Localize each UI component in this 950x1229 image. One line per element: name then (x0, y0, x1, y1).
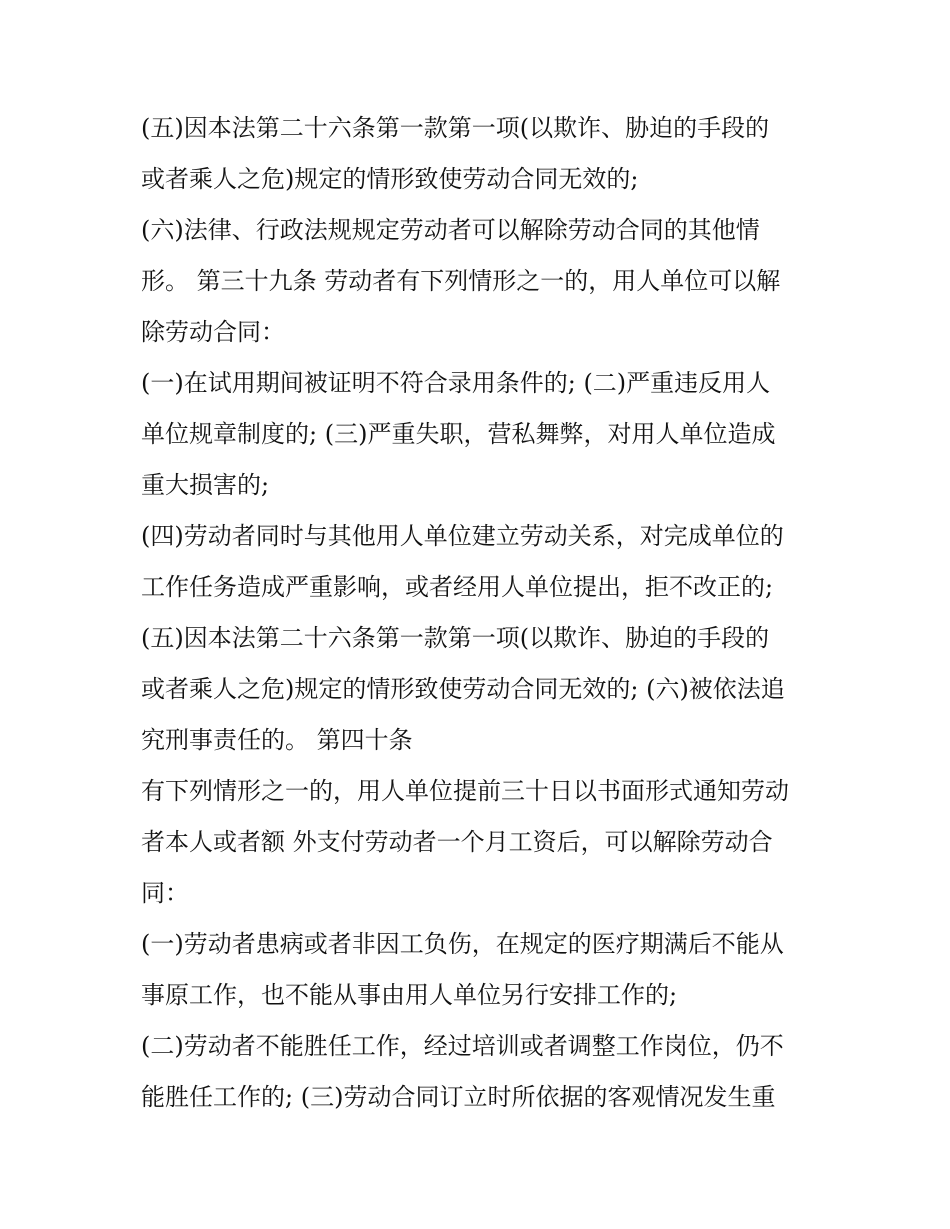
text-line: 有下列情形之一的，用人单位提前三十日以书面形式通知劳动 (141, 777, 789, 805)
document-body (141, 103, 821, 1123)
text-line: (六)法律、行政法规规定劳动者可以解除劳动合同的其他情 (141, 216, 760, 244)
text-line: 或者乘人之危)规定的情形致使劳动合同无效的; (141, 165, 639, 193)
text-line: 事原工作，也不能从事由用人单位另行安排工作的; (141, 981, 678, 1009)
text-line: 形。 第三十九条 劳动者有下列情形之一的，用人单位可以解 (141, 267, 781, 295)
text-line: (一)在试用期间被证明不符合录用条件的; (二)严重违反用人 (141, 369, 771, 397)
text-line: 能胜任工作的; (三)劳动合同订立时所依据的客观情况发生重 (141, 1083, 776, 1111)
text-line: (四)劳动者同时与其他用人单位建立劳动关系，对完成单位的 (141, 522, 784, 550)
text-line: 或者乘人之危)规定的情形致使劳动合同无效的; (六)被依法追 (141, 675, 785, 703)
text-line: 究刑事责任的。 第四十条 (141, 726, 413, 754)
text-line: 同： (141, 879, 189, 907)
text-line: 重大损害的; (141, 471, 270, 499)
text-line: 单位规章制度的; (三)严重失职，营私舞弊，对用人单位造成 (141, 420, 776, 448)
text-line: 工作任务造成严重影响，或者经用人单位提出，拒不改正的; (141, 573, 774, 601)
text-line: 者本人或者额 外支付劳动者一个月工资后，可以解除劳动合 (141, 828, 773, 856)
text-line: (一)劳动者患病或者非因工负伤，在规定的医疗期满后不能从 (141, 930, 784, 958)
text-line: (五)因本法第二十六条第一款第一项(以欺诈、胁迫的手段的 (141, 114, 770, 142)
text-line: (五)因本法第二十六条第一款第一项(以欺诈、胁迫的手段的 (141, 624, 770, 652)
text-line: (二)劳动者不能胜任工作，经过培训或者调整工作岗位，仍不 (141, 1032, 784, 1060)
text-line: 除劳动合同： (141, 318, 285, 346)
